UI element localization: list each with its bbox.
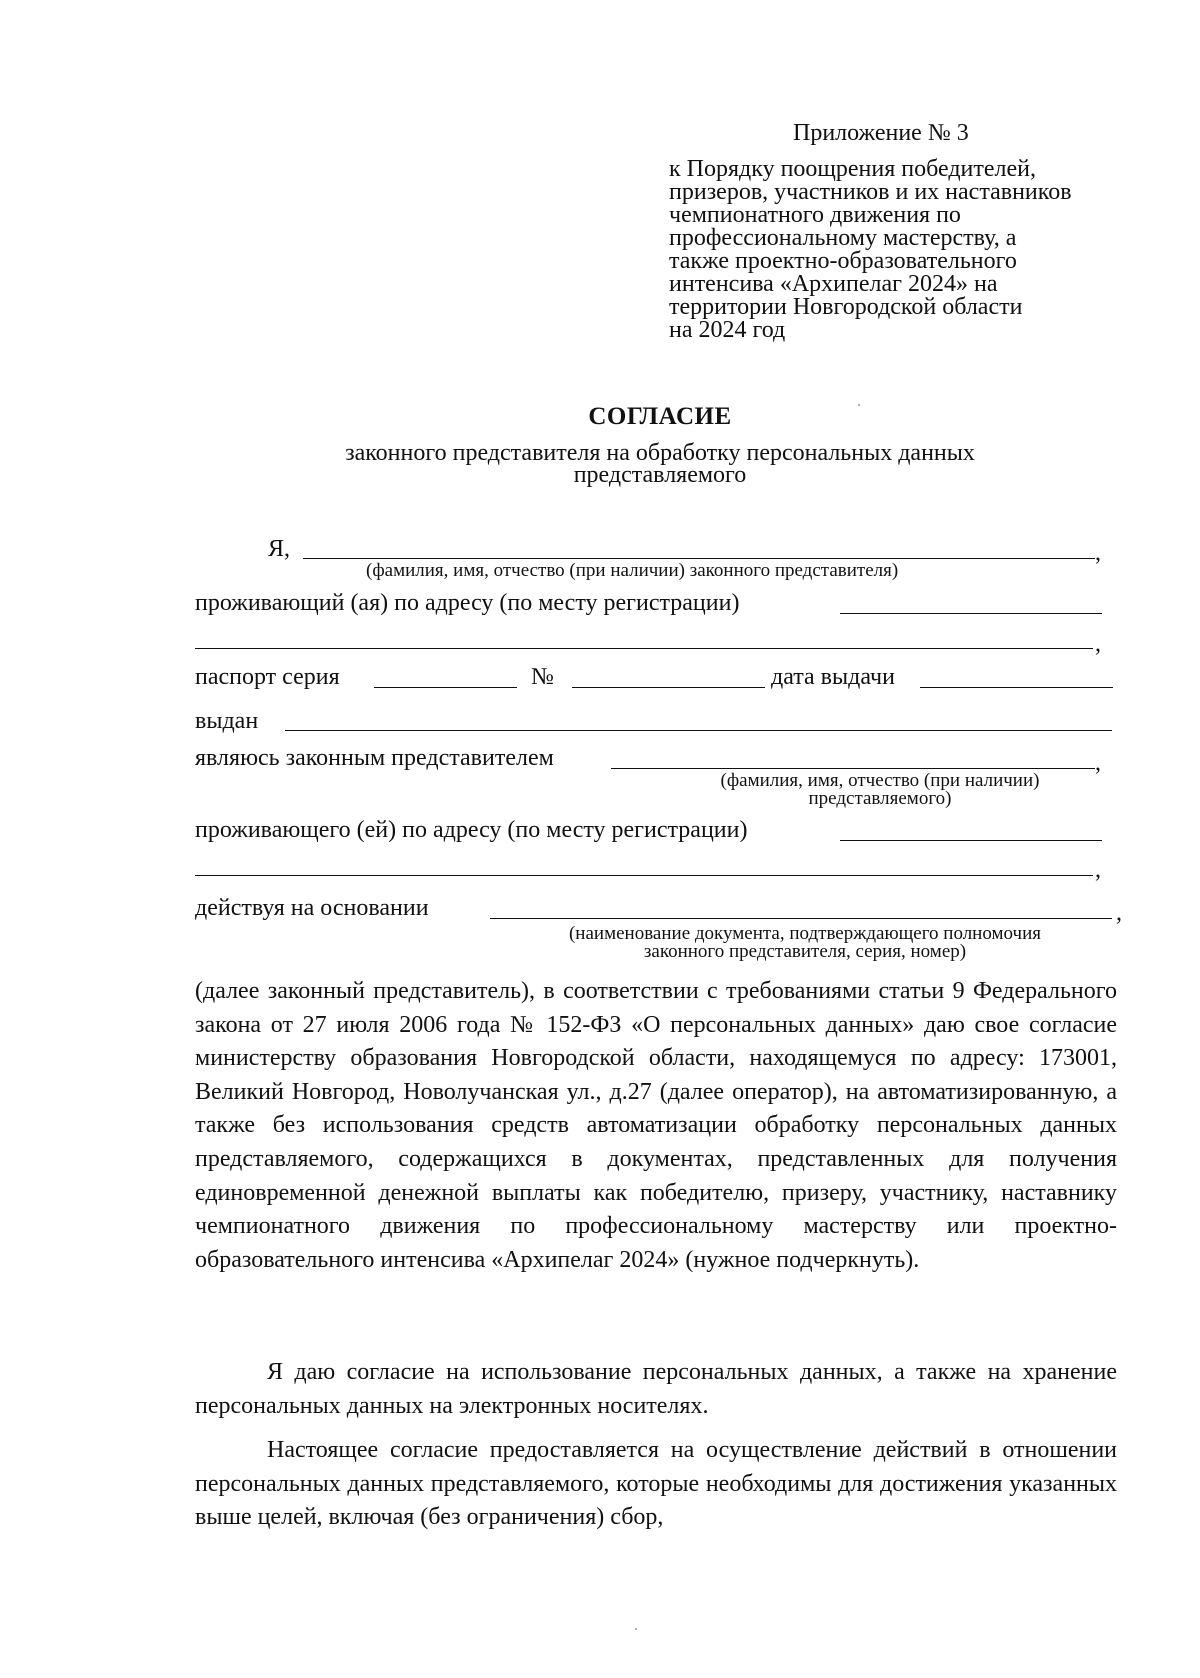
address-field-continued[interactable] [195, 648, 1093, 649]
basis-caption-line: (наименование документа, подтверждающего полномочия [568, 923, 1041, 944]
appendix-line: интенсива «Архипелаг 2024» на [669, 271, 998, 297]
basis-label: действуя на основании [195, 895, 429, 921]
issue-date-field[interactable] [920, 687, 1113, 688]
appendix-line: территории Новгородской области [669, 294, 1023, 320]
represented-address-field-continued[interactable] [195, 875, 1093, 876]
consent-paragraph: Настоящее согласие предоставляется на осуществление действий в отношении персональных данных представляемого, которые необходимы для достижения указанных выше целей, включая (без ограничения) сбор, [195, 1437, 1117, 1531]
comma: , [1095, 631, 1101, 657]
passport-series-label: паспорт серия [195, 664, 340, 690]
comma: , [1095, 750, 1101, 776]
represented-caption [660, 772, 1100, 808]
representative-name-field[interactable] [303, 558, 1095, 559]
consent-paragraph: Я даю согласие на использование персональных данных, а также на хранение персональных данных на электронных носителях. [195, 1359, 1117, 1419]
passport-number-label: № [531, 664, 554, 690]
comma: , [1116, 900, 1122, 926]
subtitle-line: законного представителя на обработку персональных данных [345, 440, 975, 466]
residing-label: проживающий (ая) по адресу (по месту регистрации) [195, 590, 740, 616]
document-subtitle [280, 442, 1040, 486]
issued-by-label: выдан [195, 708, 259, 734]
appendix-line: также проектно-образовательного [669, 248, 1017, 274]
subtitle-line: представляемого [573, 462, 747, 488]
address-field[interactable] [840, 613, 1102, 614]
represented-address-field[interactable] [840, 840, 1102, 841]
scan-artifact [858, 404, 860, 406]
appendix-line: призеров, участников и их наставников [669, 179, 1072, 205]
consent-paragraph: (далее законный представитель), в соответствии с требованиями статьи 9 Федерального закона от 27 июля 2006 года № 152-ФЗ «О персональных данных» даю свое согласие министерству образования Новгородской области, находящемуся по адресу: 173001, Великий Новгород, Новолучанская ул., д.27 (далее оператор), на автоматизированную, а также без использования средств автоматизации обработку персональных данных представляемого, содержащихся в документах, представленных для получения единовременной денежной выплаты как победителю, призеру, участнику, наставнику чемпионатного движения по профессиональному мастерству или проектно-образовательного интенсива «Архипелаг 2024» (нужное подчеркнуть). [195, 978, 1117, 1273]
issued-by-field[interactable] [285, 730, 1112, 731]
appendix-line: профессиональному мастерству, а [669, 225, 1017, 251]
appendix-title: Приложение № 3 [793, 120, 969, 146]
issue-date-label: дата выдачи [771, 664, 895, 690]
document-title: СОГЛАСИЕ [588, 403, 732, 430]
i-label: Я, [268, 536, 291, 562]
appendix-line: на 2024 год [669, 317, 786, 343]
passport-series-field[interactable] [374, 687, 517, 688]
residing2-label: проживающего (ей) по адресу (по месту регистрации) [195, 817, 748, 843]
appendix-text [669, 158, 1109, 342]
appendix-line: к Порядку поощрения победителей, [669, 156, 1037, 182]
passport-number-field[interactable] [572, 687, 765, 688]
represented-caption-line: (фамилия, имя, отчество (при наличии) [720, 770, 1040, 791]
appendix-line: чемпионатного движения по [669, 202, 961, 228]
basis-field[interactable] [490, 918, 1112, 919]
comma: , [1095, 857, 1101, 883]
representative-name-caption: (фамилия, имя, отчество (при наличии) законного представителя) [366, 560, 899, 581]
comma: , [1095, 540, 1101, 566]
scan-artifact [635, 1628, 637, 1630]
representative-label: являюсь законным представителем [195, 745, 554, 771]
basis-caption [495, 925, 1115, 961]
represented-caption-line: представляемого) [808, 788, 952, 809]
represented-name-field[interactable] [611, 768, 1095, 769]
basis-caption-line: законного представителя, серия, номер) [643, 941, 967, 962]
